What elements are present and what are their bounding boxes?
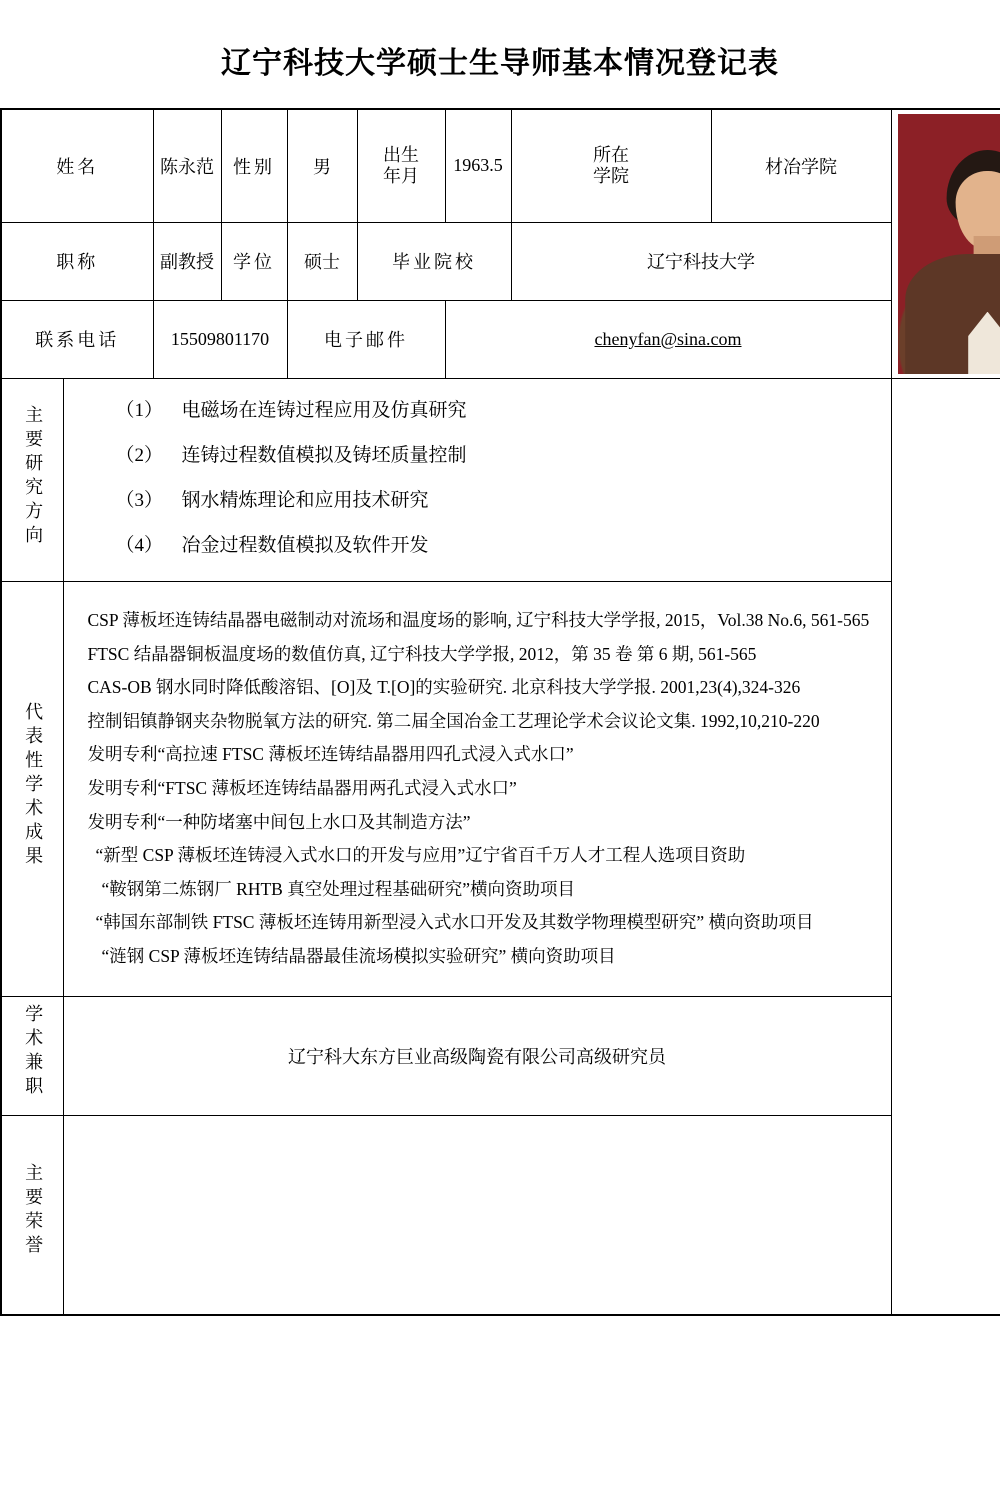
page-title: 辽宁科技大学硕士生导师基本情况登记表: [221, 47, 779, 80]
list-item: 控制铝镇静钢夹杂物脱氧方法的研究. 第二届全国冶金工艺理论学术会议论文集. 1992,10,210-220: [87, 710, 820, 731]
gender-label: 性别: [221, 109, 287, 222]
table-row-contact: [1, 300, 1000, 378]
list-item: （4） 冶金过程数值模拟及软件开发: [115, 535, 429, 556]
list-item: （2） 连铸过程数值模拟及铸坯质量控制: [115, 445, 467, 466]
birth-value: 1963.5: [445, 109, 511, 222]
college-label: [511, 109, 711, 222]
phone-value: 15509801170: [153, 300, 287, 378]
email-value-cell: [445, 300, 891, 378]
honors-value: [63, 1115, 891, 1315]
part-time-label: 学术兼职: [1, 996, 63, 1115]
email-link[interactable]: chenyfan@sina.com: [594, 328, 742, 349]
college-label-line2: 学院: [593, 165, 629, 186]
photo-cell: [891, 109, 1000, 379]
achievements-cell: [63, 582, 891, 997]
college-value: 材冶学院: [711, 109, 891, 222]
table-row-part-time: [1, 996, 1000, 1115]
list-item: “韩国东部制铁 FTSC 薄板坯连铸用新型浸入式水口开发及其数学物理模型研究” 横向资助项目: [95, 912, 814, 933]
phone-label: 联系电话: [1, 300, 153, 378]
title-label: 职称: [1, 222, 153, 300]
list-item: CSP 薄板坯连铸结晶器电磁制动对流场和温度场的影响, 辽宁科技大学学报, 2015，Vol.38 No.6, 561-565: [87, 610, 870, 630]
portrait-photo: [898, 114, 1000, 374]
college-label-line1: 所在: [593, 145, 629, 166]
birth-label: [357, 109, 445, 222]
table-row-research: [1, 379, 1000, 582]
birth-label-line1: 出生: [383, 145, 419, 166]
honors-label: 主要荣誉: [1, 1115, 63, 1315]
birth-label-line2: 年月: [383, 165, 419, 186]
list-item: CAS-OB 钢水同时降低酸溶铝、[O]及 T.[O]的实验研究. 北京科技大学学报. 2001,23(4),324-326: [87, 677, 801, 698]
list-item: “涟钢 CSP 薄板坯连铸结晶器最佳流场模拟实验研究” 横向资助项目: [101, 945, 616, 966]
title-value: 副教授: [153, 222, 221, 300]
research-list: [70, 383, 885, 577]
list-item: “新型 CSP 薄板坯连铸浸入式水口的开发与应用”辽宁省百千万人才工程人选项目资助: [95, 845, 746, 866]
name-label: 姓名: [1, 109, 153, 222]
gender-value: 男: [287, 109, 357, 222]
table-row-basic-2: [1, 222, 1000, 300]
table-row-achievements: [1, 582, 1000, 997]
list-item: 发明专利“一种防堵塞中间包上水口及其制造方法”: [87, 811, 471, 832]
research-direction-cell: [63, 379, 891, 582]
list-item: （1） 电磁场在连铸过程应用及仿真研究: [115, 400, 467, 421]
achievements-list: [70, 586, 885, 992]
list-item: 发明专利“高拉速 FTSC 薄板坯连铸结晶器用四孔式浸入式水口”: [87, 744, 574, 765]
supervisor-info-form: [0, 108, 1000, 1316]
list-item: （3） 钢水精炼理论和应用技术研究: [115, 490, 429, 511]
name-value: 陈永范: [153, 109, 221, 222]
list-item: FTSC 结晶器铜板温度场的数值仿真, 辽宁科技大学学报, 2012，第 35 卷 第 6 期, 561-565: [87, 643, 757, 664]
graduate-school-label: 毕业院校: [357, 222, 511, 300]
part-time-value: 辽宁科大东方巨业高级陶瓷有限公司高级研究员: [63, 996, 891, 1115]
degree-label: 学位: [221, 222, 287, 300]
list-item: 发明专利“FTSC 薄板坯连铸结晶器用两孔式浸入式水口”: [87, 777, 517, 798]
achievements-label: 代表性学术成果: [1, 582, 63, 997]
degree-value: 硕士: [287, 222, 357, 300]
email-label: 电子邮件: [287, 300, 445, 378]
table-row-basic-1: [1, 109, 1000, 222]
table-row-honors: [1, 1115, 1000, 1315]
list-item: “鞍钢第二炼钢厂 RHTB 真空处理过程基础研究”横向资助项目: [101, 878, 575, 899]
research-direction-label: 主要研究方向: [1, 379, 63, 582]
graduate-school-value: 辽宁科技大学: [511, 222, 891, 300]
